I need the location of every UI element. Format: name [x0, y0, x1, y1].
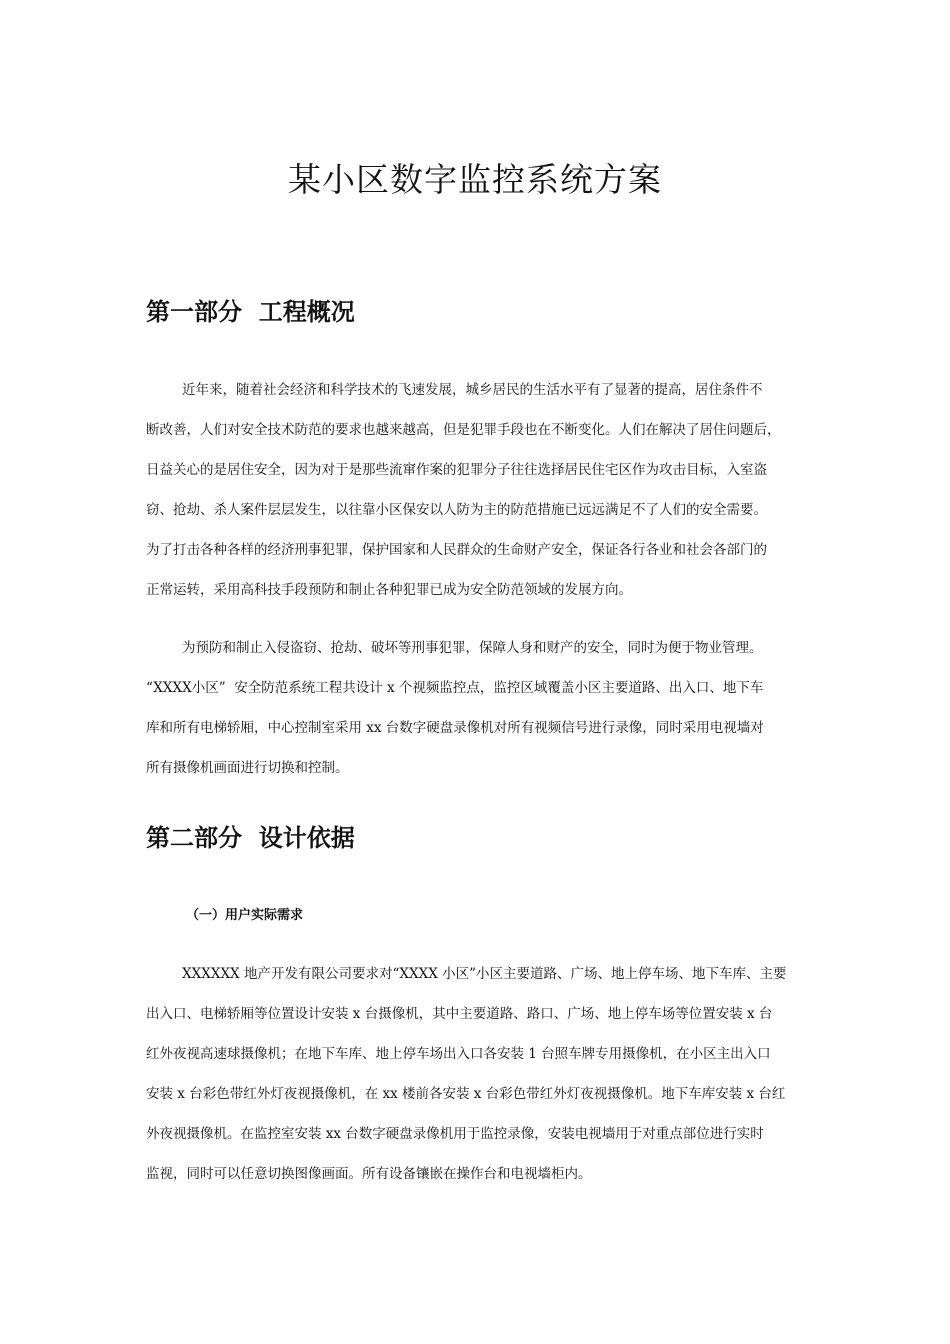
paragraph-line: 断改善，人们对安全技术防范的要求也越来越高，但是犯罪手段也在不断变化。人们在解决了居住问题后， [146, 422, 781, 438]
section-heading-part2: 第二部分 设计依据 [146, 824, 355, 852]
paragraph-line: 日益关心的是居住安全，因为对于是那些流窜作案的犯罪分子往往选择居民住宅区作为攻击目标，入室盗 [146, 462, 767, 478]
paragraph-line: 为了打击各种各样的经济刑事犯罪，保护国家和人民群众的生命财产安全，保证各行各业和社会各部门的 [146, 542, 767, 558]
paragraph-line: 近年来，随着社会经济和科学技术的飞速发展，城乡居民的生活水平有了显著的提高，居住条件不 [182, 382, 763, 398]
paragraph-line: 所有摄像机画面进行切换和控制。 [146, 760, 349, 776]
paragraph-line: 为预防和制止入侵盗窃、抢劫、破坏等刑事犯罪，保障人身和财产的安全，同时为便于物业管理。 [182, 640, 763, 656]
paragraph-line: “XXXX小区” 安全防范系统工程共设计 x 个视频监控点，监控区域覆盖小区主要道路、出入口、地下车 [146, 680, 764, 696]
paragraph-line: 监视，同时可以任意切换图像画面。所有设备镶嵌在操作台和电视墙柜内。 [146, 1166, 592, 1182]
paragraph-line: 窃、抢劫、杀人案件层层发生，以往靠小区保安以人防为主的防范措施已远远满足不了人们的安全需要。 [146, 502, 767, 518]
document-title: 某小区数字监控系统方案 [288, 160, 662, 199]
paragraph-line: 安装 x 台彩色带红外灯夜视摄像机，在 xx 楼前各安装 x 台彩色带红外灯夜视摄像机。地下车库安装 x 台红 [146, 1086, 786, 1102]
paragraph-line: 库和所有电梯轿厢，中心控制室采用 xx 台数字硬盘录像机对所有视频信号进行录像，同时采用电视墙对 [146, 720, 764, 736]
paragraph-line: 出入口、电梯轿厢等位置设计安装 x 台摄像机，其中主要道路、路口、广场、地上停车场等位置安装 x 台 [146, 1006, 773, 1022]
paragraph-line: 外夜视摄像机。在监控室安装 xx 台数字硬盘录像机用于监控录像，安装电视墙用于对重点部位进行实时 [146, 1126, 764, 1142]
section-heading-part1: 第一部分 工程概况 [146, 298, 355, 326]
paragraph-line: 正常运转，采用高科技手段预防和制止各种犯罪已成为安全防范领域的发展方向。 [146, 582, 632, 598]
paragraph-line: 红外夜视高速球摄像机；在地下车库、地上停车场出入口各安装 1 台照车牌专用摄像机，在小区主出入口 [146, 1046, 771, 1062]
subheading-user-requirements: （一）用户实际需求 [186, 908, 304, 923]
paragraph-line: XXXXXX 地产开发有限公司要求对“XXXX 小区”小区主要道路、广场、地上停车场、地下车库、主要 [182, 966, 787, 982]
